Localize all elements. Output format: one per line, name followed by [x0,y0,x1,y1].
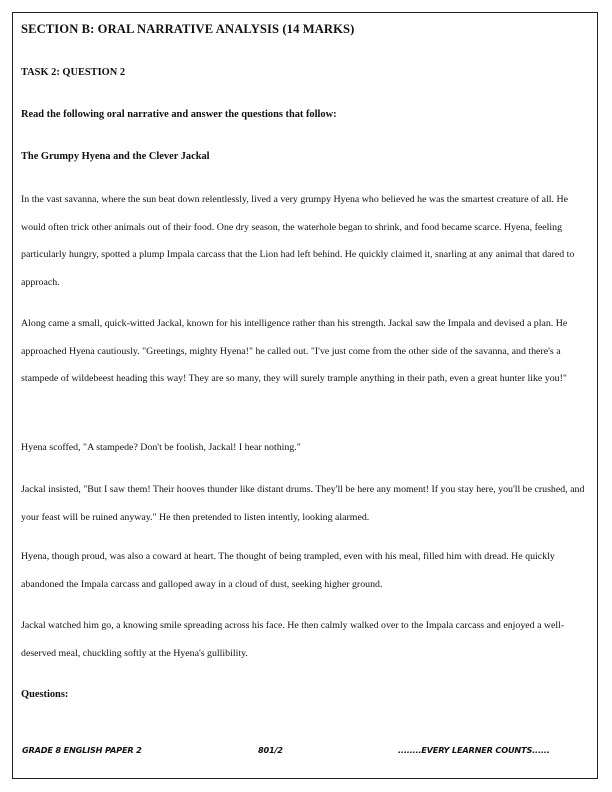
story-paragraph-3: Hyena scoffed, "A stampede? Don't be foolish, Jackal! I hear nothing." [21,442,301,453]
story-paragraph-5: Hyena, though proud, was also a coward at heart. The thought of being trampled, even with his meal, filled him with dread. He quickly abandoned the Impala carcass and galloped away in a cloud of dust, seeking higher ground. [21,551,555,590]
story-paragraph-4: Jackal insisted, "But I saw them! Their hooves thunder like distant drums. They'll be here any moment! If you stay here, you'll be crushed, and your feast will be ruined anyway." He then pretended to listen intently, looking alarmed. [21,484,585,523]
story-paragraph-2: Along came a small, quick-witted Jackal, known for his intelligence rather than his strength. Jackal saw the Impala and devised a plan. He approached Hyena cautiously. "Greetings, mighty Hyena!" he called out. "I've just come from the other side of the savanna, and there's a stampede of wildebeest heading this way! They are so many, they will surely trample anything in their path, even a great hunter like you!" [21,318,568,385]
instructions: Read the following oral narrative and answer the questions that follow: [21,109,337,120]
footer-paper-title: GRADE 8 ENGLISH PAPER 2 [22,745,142,755]
questions-heading: Questions: [21,689,69,700]
footer-motto: ........EVERY LEARNER COUNTS...... [398,745,550,755]
story-paragraph-6: Jackal watched him go, a knowing smile spreading across his face. He then calmly walked over to the Impala carcass and enjoyed a well-deserved meal, chuckling softly at the Hyena's gullibility. [21,620,565,659]
task-title: TASK 2: QUESTION 2 [21,67,126,78]
story-paragraph-1: In the vast savanna, where the sun beat down relentlessly, lived a very grumpy Hyena who believed he was the smartest creature of all. He would often trick other animals out of their food. One dry season, the waterhole began to shrink, and food became scarce. Hyena, feeling particularly hungry, spotted a plump Impala carcass that the Lion had left behind. He quickly claimed it, snarling at any animal that dared to approach. [21,194,575,288]
section-title: SECTION B: ORAL NARRATIVE ANALYSIS (14 MARKS) [21,22,355,36]
footer-paper-code: 801/2 [258,745,283,755]
story-title: The Grumpy Hyena and the Clever Jackal [21,151,210,162]
